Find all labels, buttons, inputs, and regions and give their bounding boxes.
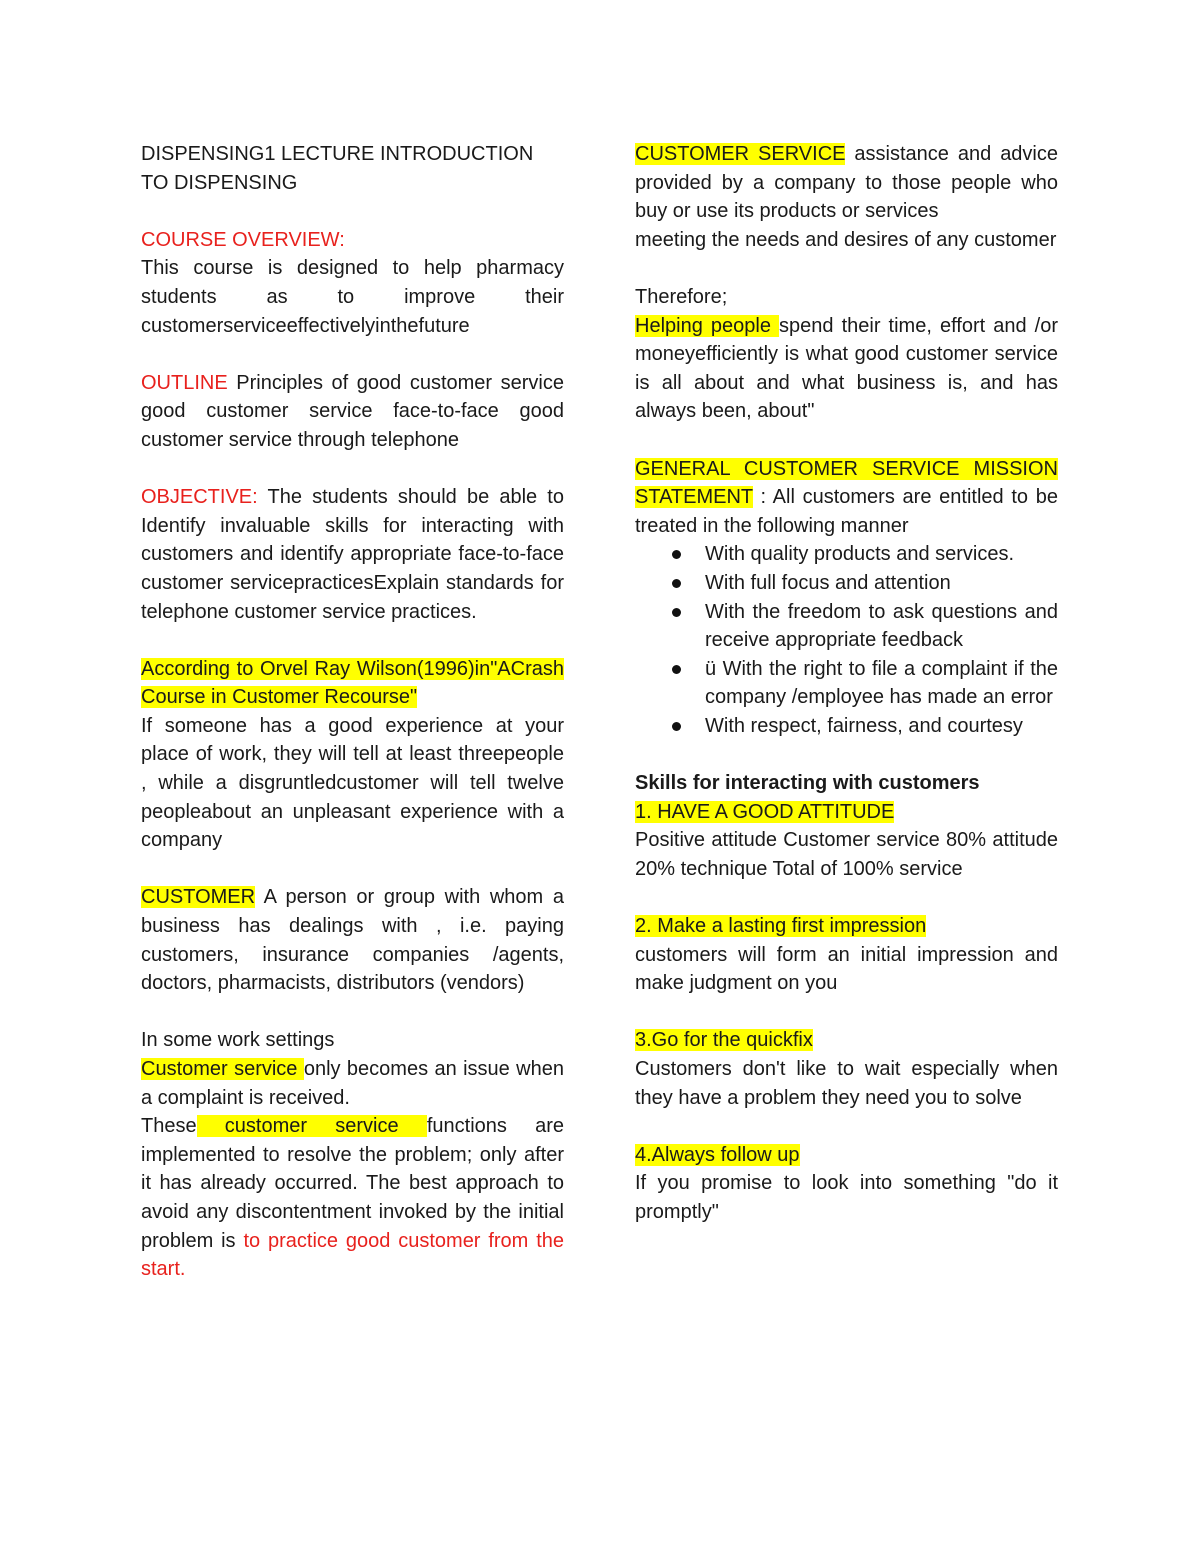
skills-heading <box>635 769 1058 798</box>
these-red-text: to practice good customer from the start. <box>141 1229 564 1281</box>
cs-definition-paragraph <box>635 140 1058 226</box>
left-column <box>141 140 564 1312</box>
skill-4-title: 4.Always follow up <box>635 1143 800 1166</box>
skill-text <box>635 941 1058 998</box>
skill-title <box>635 1026 1058 1055</box>
skill-title <box>635 1141 1058 1170</box>
mission-highlight: GENERAL CUSTOMER SERVICE MISSION STATEMENT <box>635 457 1058 509</box>
bullet-text: With the freedom to ask questions and receive appropriate feedback <box>705 600 1058 652</box>
bullet-text: With respect, fairness, and courtesy <box>705 714 1023 737</box>
customer-text: A person or group with whom a business has dealings with , i.e. paying customers, insurance companies /agents, doctors, pharmacists, distributors (vendors) <box>141 886 564 995</box>
skill-text <box>635 826 1058 883</box>
title-text: DISPENSING1 LECTURE INTRODUCTION TO DISPENSING <box>141 143 534 194</box>
skill-text <box>635 1055 1058 1112</box>
therefore-line <box>635 283 1058 312</box>
bullet-text: With quality products and services. <box>705 543 1015 566</box>
these-word: These <box>141 1115 197 1138</box>
list-item <box>635 569 1058 598</box>
list-item <box>635 598 1058 655</box>
skill-text <box>635 1169 1058 1226</box>
skill-title <box>635 912 1058 941</box>
document-title <box>141 140 564 197</box>
according-paragraph <box>141 712 564 855</box>
skill-1-text: Positive attitude Customer service 80% attitude 20% technique Total of 100% service <box>635 829 1058 880</box>
bullet-icon <box>672 722 681 731</box>
outline-paragraph <box>141 369 564 455</box>
skill-2-title: 2. Make a lasting first impression <box>635 915 927 938</box>
cs-definition-line2-text: meeting the needs and desires of any customer <box>635 228 1057 251</box>
work-settings-text: In some work settings <box>141 1029 335 1052</box>
cs-issue-paragraph <box>141 1055 564 1112</box>
list-item <box>635 540 1058 569</box>
helping-highlight: Helping people <box>635 314 780 337</box>
bullet-icon <box>672 665 681 674</box>
outline-text: Principles of good customer service good customer service face-to-face good customer service through telephone <box>141 371 564 451</box>
outline-label: OUTLINE <box>141 371 228 394</box>
these-paragraph <box>141 1112 564 1284</box>
helping-paragraph <box>635 312 1058 426</box>
list-item <box>635 712 1058 741</box>
skills-heading-text: Skills for interacting with customers <box>635 772 980 795</box>
customer-paragraph <box>141 883 564 997</box>
skill-1-title: 1. HAVE A GOOD ATTITUDE <box>635 800 895 823</box>
skill-title <box>635 798 1058 827</box>
list-item <box>635 655 1058 712</box>
cs-definition-highlight: CUSTOMER SERVICE <box>635 143 846 165</box>
work-settings-line <box>141 1026 564 1055</box>
skill-3-title: 3.Go for the quickfix <box>635 1029 813 1052</box>
helping-text: spend their time, effort and /or moneyefficiently is what good customer service is all about and what business is, and has always been, about" <box>635 314 1058 423</box>
mission-paragraph <box>635 455 1058 541</box>
customer-label: CUSTOMER <box>141 886 256 909</box>
bullet-text: ü With the right to file a complaint if the company /employee has made an error <box>705 657 1058 709</box>
bullet-text: With full focus and attention <box>705 571 951 594</box>
mission-bullet-list <box>635 540 1058 740</box>
bullet-icon <box>672 550 681 559</box>
cs-definition-text: assistance and advice provided by a company to those people who buy or use its products or services <box>635 143 1058 223</box>
these-text: functions are implemented to resolve the problem; only after it has already occurred. The best approach to avoid any discontentment invoked by the initial problem is <box>141 1115 564 1252</box>
therefore-text: Therefore; <box>635 285 728 308</box>
bullet-icon <box>672 579 681 588</box>
skill-4-text: If you promise to look into something "do it promptly" <box>635 1172 1058 1223</box>
objective-paragraph <box>141 483 564 626</box>
objective-text: The students should be able to Identify invaluable skills for interacting with customers and identify appropriate face-to-face customer servicepracticesExplain standards for telephone customer service practices. <box>141 486 564 623</box>
according-text: If someone has a good experience at your place of work, they will tell at least threepeople , while a disgruntledcustomer will tell twelve peopleabout an unpleasant experience with a company <box>141 714 564 852</box>
cs-definition-line2 <box>635 226 1058 255</box>
according-heading <box>141 655 564 712</box>
right-column <box>635 140 1058 1255</box>
cs-issue-highlight: Customer service <box>141 1058 304 1080</box>
cs-issue-text: only becomes an issue when a complaint is received. <box>141 1058 564 1109</box>
objective-label: OBJECTIVE: <box>141 486 258 509</box>
skill-3-text: Customers don't like to wait especially when they have a problem they need you to solve <box>635 1058 1058 1109</box>
course-overview-text: This course is designed to help pharmacy students as to improve their customerserviceeffectivelyinthefuture <box>141 257 564 337</box>
these-highlight: customer service <box>196 1115 427 1138</box>
course-overview-label: COURSE OVERVIEW: <box>141 228 345 251</box>
skill-2-text: customers will form an initial impression and make judgment on you <box>635 943 1058 995</box>
according-highlight: According to Orvel Ray Wilson(1996)in"ACrash Course in Customer Recourse" <box>141 657 564 709</box>
course-overview-paragraph <box>141 226 564 340</box>
bullet-icon <box>672 608 681 617</box>
mission-text: : All customers are entitled to be treated in the following manner <box>635 486 1058 537</box>
